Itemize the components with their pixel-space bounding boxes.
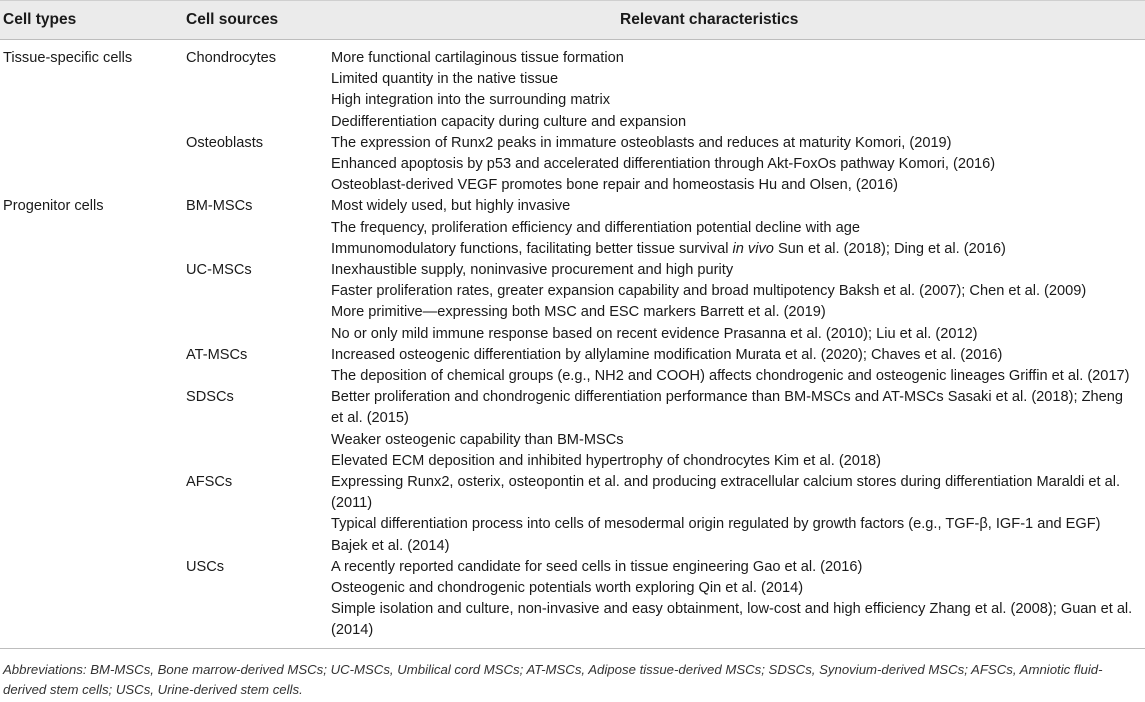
table-bottom-rule xyxy=(0,648,1145,649)
characteristic-line: (2011) xyxy=(331,495,373,512)
cell-source-label: UC-MSCs xyxy=(186,262,252,278)
characteristic-line: Dedifferentiation capacity during culture and expansion xyxy=(331,113,687,130)
characteristic-line: Weaker osteogenic capability than BM-MSCs xyxy=(331,431,624,448)
characteristic-line: No or only mild immune response based on recent evidence Prasanna et al. (2010); Liu et al. (2012) xyxy=(331,325,978,342)
characteristic-line: Better proliferation and chondrogenic differentiation performance than BM-MSCs and AT-MSCs Sasaki et al. (2018); Zheng xyxy=(331,389,1123,406)
characteristic-line: Limited quantity in the native tissue xyxy=(331,71,559,88)
characteristic-line: Bajek et al. (2014) xyxy=(331,537,450,554)
characteristic-line: A recently reported candidate for seed cells in tissue engineering Gao et al. (2016) xyxy=(331,558,863,575)
table-body xyxy=(0,40,1145,697)
characteristic-line: Simple isolation and culture, non-invasive and easy obtainment, low-cost and high efficiency Zhang et al. (2008); Guan et al. xyxy=(331,601,1133,618)
table-footnote: Abbreviations: BM-MSCs, Bone marrow-derived MSCs; UC-MSCs, Umbilical cord MSCs; AT-MSCs, Adipose tissue-derived MSCs; SDSCs, Synovium-derived MSCs; AFSCs, Amniotic fluid-derived stem cells; USCs, Urine-derived stem cells. xyxy=(3,661,1103,697)
cell-source-label: AT-MSCs xyxy=(186,346,248,363)
cell-source-label: USCs xyxy=(186,558,225,575)
characteristic-line: Most widely used, but highly invasive xyxy=(331,198,571,215)
table-header xyxy=(0,0,1145,40)
cell-type-label: Progenitor cells xyxy=(3,198,104,215)
cell-source-label: AFSCs xyxy=(186,474,233,490)
characteristic-line: Elevated ECM deposition and inhibited hypertrophy of chondrocytes Kim et al. (2018) xyxy=(331,452,882,469)
header-characteristics: Relevant characteristics xyxy=(620,11,799,28)
characteristic-line: Enhanced apoptosis by p53 and accelerated differentiation through Akt-FoxOs pathway Komori, (2016) xyxy=(331,156,996,172)
characteristic-line: The expression of Runx2 peaks in immature osteoblasts and reduces at maturity Komori, (2019) xyxy=(331,134,952,151)
cell-source-label: BM-MSCs xyxy=(186,198,253,215)
characteristic-line: Typical differentiation process into cells of mesodermal origin regulated by growth factors (e.g., TGF-β, IGF-1 and EGF) xyxy=(331,516,1101,533)
characteristic-line: Inexhaustible supply, noninvasive procurement and high purity xyxy=(331,262,734,278)
cell-source-label: Osteoblasts xyxy=(186,134,264,151)
characteristic-line: Immunomodulatory functions, facilitating better tissue survival in vivo Sun et al. (2018); Ding et al. (2016) xyxy=(331,240,1006,257)
characteristic-line: High integration into the surrounding matrix xyxy=(331,92,611,109)
characteristic-line: More functional cartilaginous tissue formation xyxy=(331,50,624,66)
characteristic-line: et al. (2015) xyxy=(331,410,409,427)
header-cell-types: Cell types xyxy=(3,11,77,28)
characteristic-line: Osteogenic and chondrogenic potentials worth exploring Qin et al. (2014) xyxy=(331,580,804,596)
characteristic-line: (2014) xyxy=(331,622,374,639)
characteristic-line: The frequency, proliferation efficiency and differentiation potential decline with age xyxy=(331,219,860,236)
characteristic-line: Faster proliferation rates, greater expansion capability and broad multipotency Baksh et al. (2007); Chen et al. (2009) xyxy=(331,283,1087,300)
characteristic-line: The deposition of chemical groups (e.g., NH2 and COOH) affects chondrogenic and osteogenic lineages Griffin et al. (2017) xyxy=(331,368,1130,384)
characteristic-line: Expressing Runx2, osterix, osteopontin et al. and producing extracellular calcium stores during differentiation Maraldi et al. xyxy=(331,474,1121,490)
characteristic-line: More primitive—expressing both MSC and ESC markers Barrett et al. (2019) xyxy=(331,304,826,321)
cell-source-label: Chondrocytes xyxy=(186,50,277,66)
cell-type-label: Tissue-specific cells xyxy=(3,50,133,66)
cell-source-label: SDSCs xyxy=(186,389,234,406)
characteristic-line: Increased osteogenic differentiation by allylamine modification Murata et al. (2020); Chaves et al. (2016) xyxy=(331,346,1003,363)
header-cell-sources: Cell sources xyxy=(186,11,279,28)
characteristic-line: Osteoblast-derived VEGF promotes bone repair and homeostasis Hu and Olsen, (2016) xyxy=(331,177,899,194)
